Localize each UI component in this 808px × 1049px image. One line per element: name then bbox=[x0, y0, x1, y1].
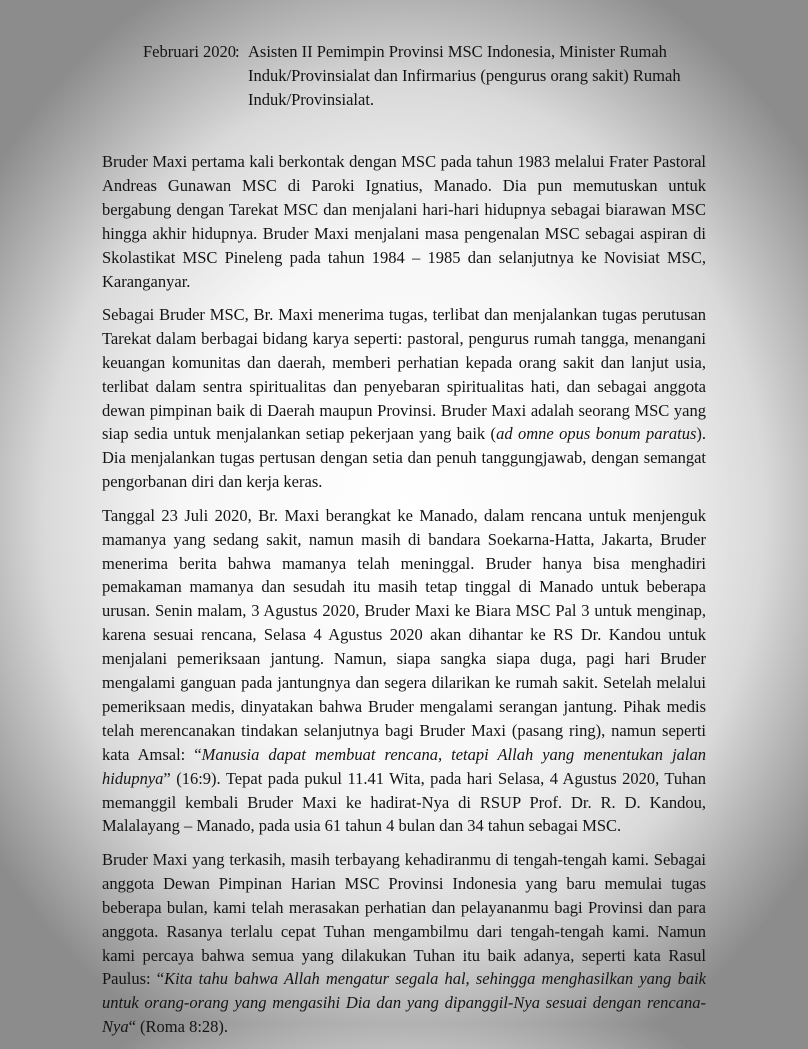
paragraph-text: Bruder Maxi pertama kali berkontak dengan MSC pada tahun 1983 melalui Frater Pastoral Andreas Gunawan MSC di Paroki Ignatius, Manado. Dia pun memutuskan untuk bergabung dengan Tarekat MSC dan menjalani hari-hari hidupnya sebagai biarawan MSC hingga akhir hidupnya. Bruder Maxi menjalani masa pengenalan MSC sebagai aspiran di Skolastikat MSC Pineleng pada tahun 1984 – 1985 dan selanjutnya ke Novisiat MSC, Karanganyar. bbox=[102, 152, 706, 291]
paragraph-text: ” (16:9). Tepat pada pukul 11.41 Wita, pada hari Selasa, 4 Agustus 2020, Tuhan memanggil kembali Bruder Maxi ke hadirat-Nya di RSUP Prof. Dr. R. D. Kandou, Malalayang – Manado, pada usia 61 tahun 4 bulan dan 34 tahun sebagai MSC. bbox=[102, 768, 706, 836]
paragraph-text: Tanggal 23 Juli 2020, Br. Maxi berangkat ke Manado, dalam rencana untuk menjenguk mamanya yang sedang sakit, namun masih di bandara Soekarna-Hatta, Jakarta, Bruder menerima berita bahwa mamanya telah meninggal. Bruder hanya bisa menghadiri pemakaman mamanya dan sesudah itu masih tetap tinggal di Manado untuk beberapa urusan. Senin malam, 3 Agustus 2020, Bruder Maxi ke Biara MSC Pal 3 untuk menginap, karena sesuai rencana, Selasa 4 Agustus 2020 akan dihantar ke RS Dr. Kandou untuk menjalani pemeriksaan jantung. Namun, siapa sangka siapa duga, pagi hari Bruder mengalami ganguan pada jantungnya dan segera dilarikan ke rumah sakit. Setelah melalui pemeriksaan medis, dinyatakan bahwa Bruder mengalami serangan jantung. Pihak medis telah merencanakan tindakan selanjutnya bagi Bruder Maxi (pasang ring), namun seperti kata Amsal: “ bbox=[102, 505, 706, 764]
scripture-quote: Manusia dapat membuat rencana, tetapi Allah yang menentukan jalan hidupnya bbox=[102, 744, 706, 788]
entry-colon: : bbox=[235, 42, 240, 61]
paragraph bbox=[102, 504, 706, 839]
body-text bbox=[102, 150, 706, 1049]
paragraph bbox=[102, 848, 706, 1039]
entry-description: Asisten II Pemimpin Provinsi MSC Indonesia, Minister Rumah Induk/Provinsialat dan Infirmarius (pengurus orang sakit) Rumah Induk/Provinsialat. bbox=[248, 42, 681, 109]
paragraph-text: Bruder Maxi yang terkasih, masih terbayang kehadiranmu di tengah-tengah kami. Sebagai anggota Dewan Pimpinan Harian MSC Provinsi Indonesia yang baru memulai tugas beberapa bulan, kami telah merasakan perhatian dan pelayananmu bagi Provinsi dan para anggota. Rasanya terlalu cepat Tuhan mengambilmu dari tengah-tengah kami. Namun kami percaya bahwa semua yang dilakukan Tuhan itu baik adanya, seperti kata Rasul Paulus: “ bbox=[102, 849, 706, 989]
entry-date: Februari 2020 bbox=[143, 42, 237, 61]
paragraph bbox=[102, 150, 706, 293]
paragraph-text: “ (Roma 8:28). bbox=[128, 1017, 229, 1037]
paragraph-text: ). Dia menjalankan tugas pertusan dengan setia dan penuh tanggungjawab, dengan semangat pengorbanan diri dan kerja keras. bbox=[102, 424, 706, 492]
scripture-quote: Kita tahu bahwa Allah mengatur segala hal, sehingga menghasilkan yang baik untuk orang-orang yang mengasihi Dia dan yang dipanggil-Nya sesuai dengan rencana-Nya bbox=[102, 969, 706, 1037]
latin-motto: ad omne opus bonum paratus bbox=[496, 424, 697, 444]
paragraph bbox=[102, 303, 706, 494]
paragraph-text: Sebagai Bruder MSC, Br. Maxi menerima tugas, terlibat dan menjalankan tugas perutusan Tarekat dalam berbagai bidang karya seperti: pastoral, pengurus rumah tangga, menangani keuangan komunitas dan daerah, memberi perhatian kepada orang sakit dan lanjut usia, terlibat dalam sentra spiritualitas dan penyebaran spiritualitas hati, dan sebagai anggota dewan pimpinan baik di Daerah maupun Provinsi. Bruder Maxi adalah seorang MSC yang siap sedia untuk menjalankan setiap pekerjaan yang baik ( bbox=[102, 304, 706, 444]
